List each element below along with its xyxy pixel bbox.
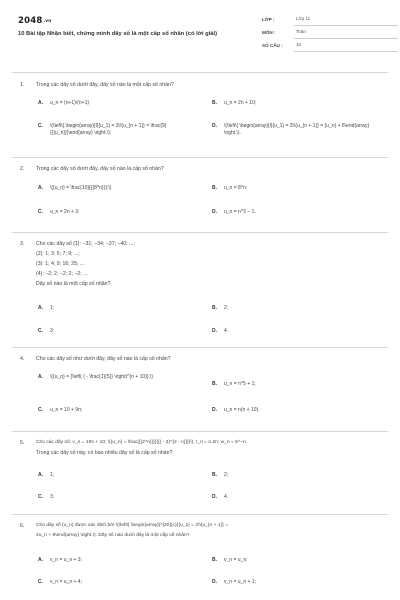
question-5 <box>12 431 388 516</box>
option-text: 2; <box>224 472 229 478</box>
option-text: v_n = u_n + 4; <box>50 579 82 585</box>
option-letter: B. <box>212 557 217 563</box>
option-letter: B. <box>212 185 217 191</box>
answer-option-a[interactable] <box>38 557 198 564</box>
meta-label: SỐ CÂU : <box>262 42 283 48</box>
option-letter: A. <box>38 557 43 563</box>
meta-value: 10 <box>294 42 398 52</box>
answer-option-a[interactable] <box>38 100 198 107</box>
option-text: u_n = n(n + 10). <box>224 407 260 413</box>
option-letter: A. <box>38 472 43 478</box>
document-title: 10 Bài tập Nhận biết, chứng minh dãy số là một cấp số nhân (có lời giải) <box>18 31 218 37</box>
question-number: 3. <box>20 241 25 247</box>
logo-main: 2048 <box>18 16 43 26</box>
document-header <box>12 10 388 60</box>
option-letter: D. <box>212 328 217 334</box>
question-text-line: Trong các dãy số này, có bao nhiêu dãy số là cấp số nhân? <box>36 450 173 456</box>
option-text: u_n = n^3 − 1. <box>224 209 256 215</box>
answer-option-b[interactable] <box>212 185 382 192</box>
answer-option-a[interactable] <box>38 374 198 381</box>
option-text: \(\left\{ \begin{array}{l}{u_1} = 3\\{u_{n + 1}} = {u_n} + 6\end{array} \right.\). <box>224 123 370 136</box>
question-number: 5. <box>20 440 25 446</box>
option-letter: C. <box>38 407 43 413</box>
option-letter: A. <box>38 374 43 380</box>
option-text: \(\left\{ \begin{array}{l}{u_1} = 3\\{u_{n + 1}} = \frac{9}{{{u_n}}}\end{array} \right.\); <box>50 123 167 136</box>
question-2 <box>12 157 388 232</box>
logo-suffix: .vn <box>43 18 52 23</box>
question-text: Cho dãy số (u_n) được xác định bởi \(\left\{ \begin{array}{*{20}{c}}{u_1} = 2\\{u_{n + 1}} = <box>36 523 229 528</box>
question-text: Cho các dãy số như dưới đây, dãy số nào là cấp số nhân? <box>36 356 171 362</box>
meta-row-count <box>262 39 398 52</box>
option-text: \({u_n} = \frac{10}{{{8^n}}};\) <box>50 185 112 191</box>
answer-option-d[interactable] <box>212 494 382 501</box>
question-number: 2. <box>20 166 25 172</box>
option-letter: D. <box>212 407 217 413</box>
option-text: v_n = u_n + 1; <box>224 579 256 585</box>
option-letter: C. <box>38 328 43 334</box>
question-text-line: (4): −2; 2; −2; 2; −2; ... <box>36 271 88 277</box>
option-text: u_n = 2n + 10; <box>224 100 257 106</box>
option-letter: B. <box>212 381 217 387</box>
option-letter: C. <box>38 209 43 215</box>
question-4 <box>12 347 388 431</box>
answer-option-a[interactable] <box>38 472 198 479</box>
question-1 <box>12 72 388 160</box>
option-letter: A. <box>38 305 43 311</box>
answer-option-c[interactable] <box>38 407 198 414</box>
answer-option-c[interactable] <box>38 494 198 501</box>
answer-option-c[interactable] <box>38 579 198 586</box>
question-number: 1. <box>20 82 25 88</box>
option-text: v_n = u_n; <box>224 557 248 563</box>
option-text: v_n = u_n + 3; <box>50 557 82 563</box>
question-text-line: Dãy số nào là một cấp số nhân? <box>36 281 111 287</box>
option-letter: B. <box>212 100 217 106</box>
question-text: Trong các dãy số dưới đây, dãy số nào là một cấp số nhân? <box>36 82 174 88</box>
answer-option-b[interactable] <box>212 305 382 312</box>
option-text: 3; <box>50 494 55 500</box>
option-text: u_n = 10 + 9n; <box>50 407 83 413</box>
option-letter: C. <box>38 123 43 129</box>
option-text: 4. <box>224 328 229 334</box>
option-text: u_n = n^5 + 1; <box>224 381 256 387</box>
answer-option-d[interactable] <box>212 123 380 137</box>
answer-option-b[interactable] <box>212 472 382 479</box>
answer-option-d[interactable] <box>212 209 382 216</box>
option-text: 4. <box>224 494 229 500</box>
question-6 <box>12 514 388 600</box>
meta-row-class <box>262 13 398 26</box>
meta-label: LỚP : <box>262 16 275 22</box>
option-text: u_n = 2n + 3; <box>50 209 80 215</box>
option-letter: A. <box>38 100 43 106</box>
answer-option-b[interactable] <box>212 100 382 107</box>
meta-value: Toán <box>294 29 398 39</box>
question-text: Cho các dãy số: v_n = 10n + 10; \({u_n} = \frac{{{2^n}}}{{{( - 3)^{2 - n}}}}\); t_n = n.2n; w_n = 5^−n. <box>36 440 248 445</box>
option-letter: D. <box>212 123 217 129</box>
question-text-line: (3): 1; 4; 9; 16; 25; ... <box>36 261 85 267</box>
option-text: u_n = (n+1)/(n+1) <box>50 100 90 106</box>
option-letter: D. <box>212 579 217 585</box>
option-text: \({u_n} = {\left( { - \frac{1}{5}} \right)^{n + 10}};\) <box>50 374 153 380</box>
option-text: 1; <box>50 472 55 478</box>
option-text: 2; <box>224 305 229 311</box>
question-text: Trong các dãy số dưới đây, dãy số nào là cấp số nhân? <box>36 166 164 172</box>
option-text: 1; <box>50 305 55 311</box>
option-letter: B. <box>212 472 217 478</box>
meta-value: Lớp 11 <box>294 16 398 26</box>
answer-option-b[interactable] <box>212 557 382 564</box>
question-text-line: (2): 1; 3; 5; 7; 9; ...; <box>36 251 80 257</box>
answer-option-a[interactable] <box>38 185 198 192</box>
site-logo[interactable] <box>18 16 51 27</box>
option-text: u_n = 8^n; <box>224 185 248 191</box>
answer-option-d[interactable] <box>212 579 382 586</box>
answer-option-c[interactable] <box>38 123 200 137</box>
option-letter: A. <box>38 185 43 191</box>
answer-option-d[interactable] <box>212 328 382 335</box>
option-letter: C. <box>38 579 43 585</box>
option-letter: B. <box>212 305 217 311</box>
question-text: Cho các dãy số (1): −31; −34; −37; −40; ...; <box>36 241 135 247</box>
question-number: 6. <box>20 523 25 529</box>
meta-info <box>262 13 398 52</box>
option-letter: D. <box>212 209 217 215</box>
question-text-line: 4u_n + 9\end{array} \right.\). Dãy số nào dưới đây là một cấp số nhân? <box>36 533 190 538</box>
meta-label: MÔN : <box>262 29 276 35</box>
option-text: 3; <box>50 328 55 334</box>
answer-option-d[interactable] <box>212 407 382 414</box>
answer-option-a[interactable] <box>38 305 198 312</box>
option-letter: D. <box>212 494 217 500</box>
answer-option-c[interactable] <box>38 328 198 335</box>
option-letter: C. <box>38 494 43 500</box>
question-number: 4. <box>20 356 25 362</box>
meta-row-subject <box>262 26 398 39</box>
question-3 <box>12 232 388 347</box>
answer-option-c[interactable] <box>38 209 198 216</box>
answer-option-b[interactable] <box>212 381 382 388</box>
